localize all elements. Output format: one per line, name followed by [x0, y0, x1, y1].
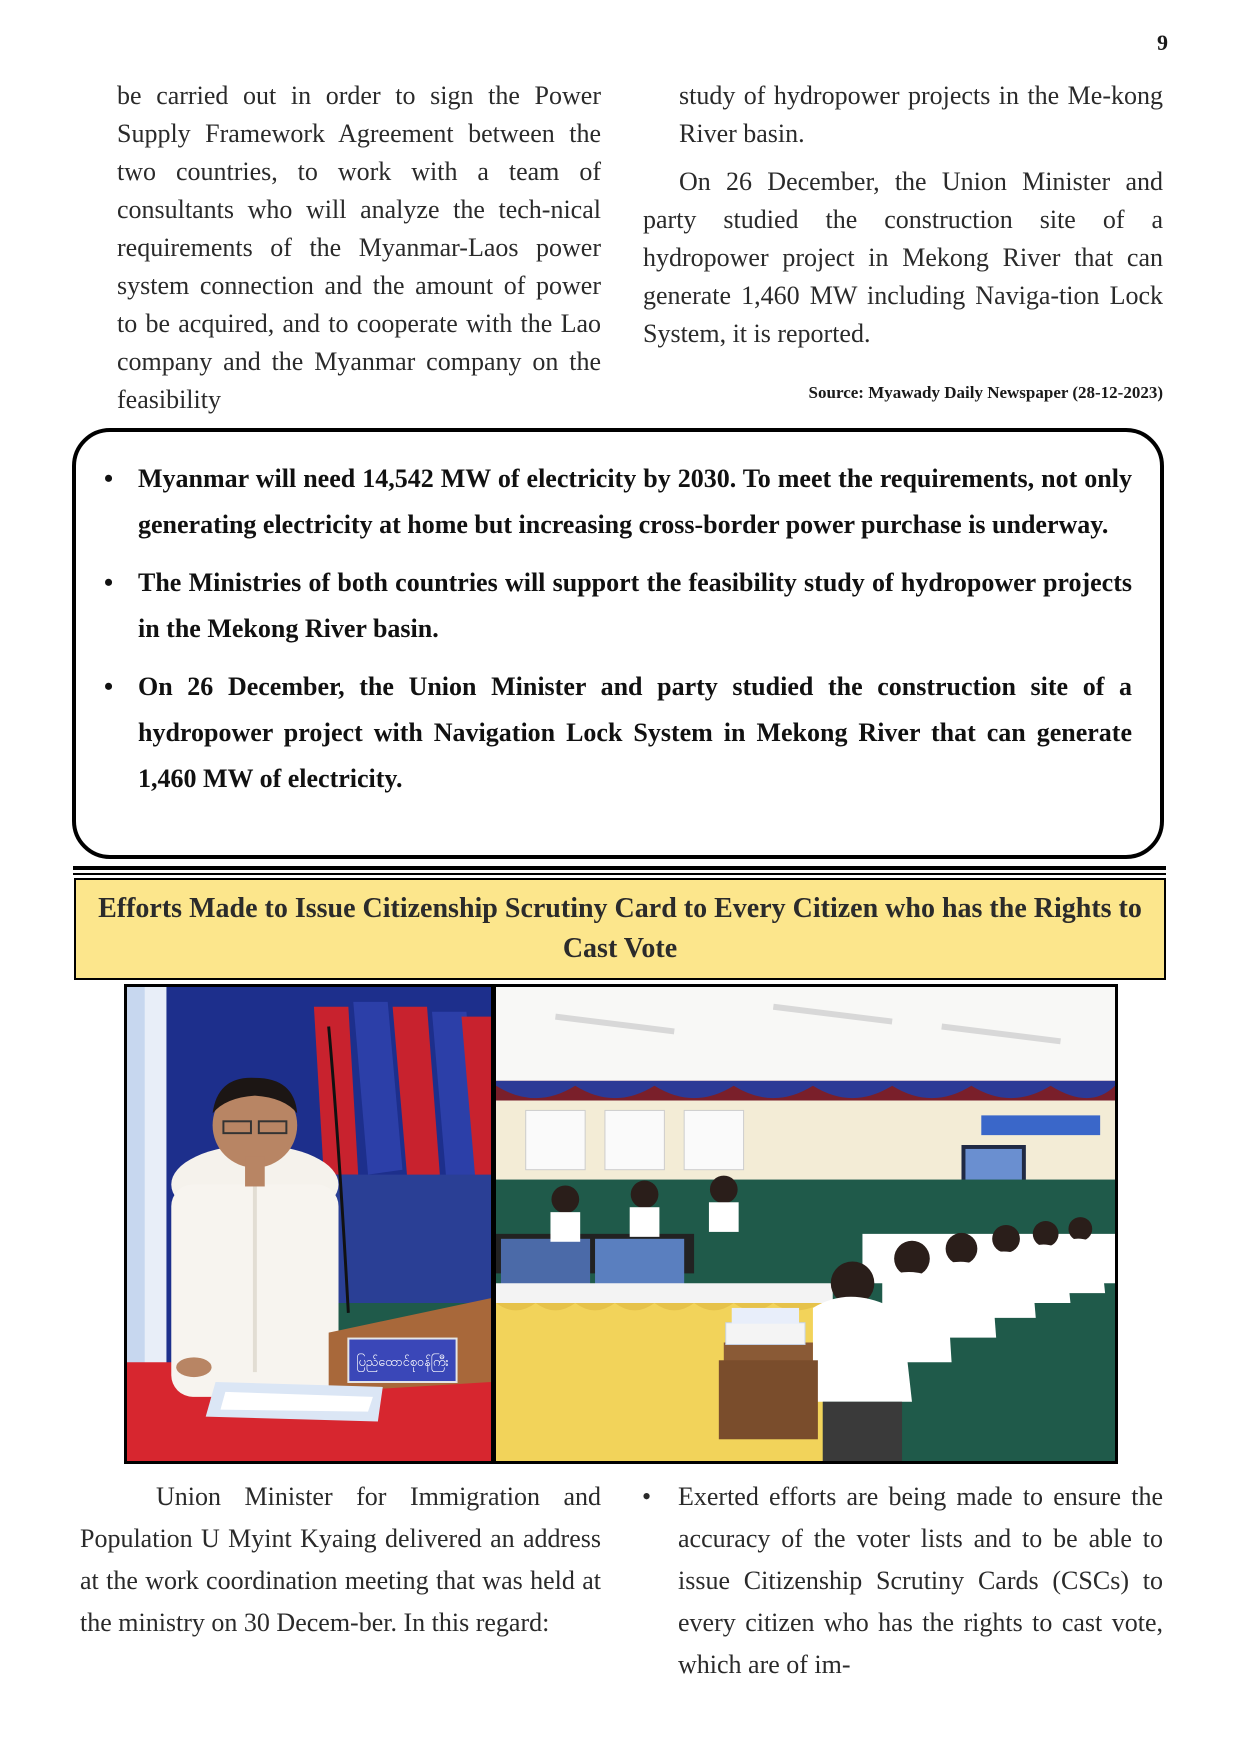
top-left-column: [117, 77, 601, 419]
bottom-left-column: [80, 1476, 601, 1644]
photo-minister-at-podium: [124, 984, 494, 1464]
summary-bullet-2: [104, 560, 1132, 652]
bottom-right-bullet: [640, 1476, 1163, 1686]
podium-illustration: [127, 987, 491, 1461]
summary-bullet-text: The Ministries of both countries will support the feasibility study of hydropower projects in the Mekong River basin.: [138, 568, 1132, 643]
summary-bullet-text: Myanmar will need 14,542 MW of electricity by 2030. To meet the requirements, not only generating electricity at home but increasing cross-border power purchase is underway.: [138, 464, 1132, 539]
top-right-column: [643, 77, 1163, 353]
section-divider-thick: [73, 866, 1166, 870]
source-citation: Source: Myawady Daily Newspaper (28-12-2023): [808, 383, 1163, 402]
summary-list: [76, 432, 1160, 802]
bullet-marker: •: [104, 464, 114, 493]
summary-box: [72, 428, 1164, 859]
bullet-marker: •: [104, 568, 114, 597]
bottom-right-column: [640, 1476, 1163, 1686]
summary-bullet-1: [104, 456, 1132, 548]
photo-coordination-meeting: [493, 984, 1118, 1464]
meeting-room-illustration: [496, 987, 1115, 1461]
bottom-right-list: [640, 1476, 1163, 1686]
bottom-left-paragraph: Union Minister for Immigration and Population U Myint Kyaing delivered an address at the work coordination meeting that was held at the ministry on 30 Decem-ber. In this regard:: [80, 1482, 601, 1637]
top-left-paragraph: be carried out in order to sign the Power Supply Framework Agreement between the two countries, to work with a team of consultants who will analyze the tech-nical requirements of the Myanmar-Laos power system connection and the amount of power to be acquired, and to cooperate with the Lao company and the Myanmar company on the feasibility: [117, 81, 601, 414]
bullet-marker: •: [104, 672, 114, 701]
section-divider-thin: [73, 873, 1166, 875]
summary-bullet-text: On 26 December, the Union Minister and party studied the construction site of a hydropower project with Navigation Lock System in Mekong River that can generate 1,460 MW of electricity.: [138, 672, 1132, 793]
top-right-paragraph: On 26 December, the Union Minister and party studied the construction site of a hydropower project in Mekong River that can generate 1,460 MW including Naviga-tion Lock System, it is reported.: [643, 167, 1163, 348]
bullet-marker: •: [642, 1482, 652, 1511]
podium-sign-text: ပြည်ထောင်စုဝန်ကြီး: [356, 1355, 449, 1371]
section-heading: Efforts Made to Issue Citizenship Scrutiny Card to Every Citizen who has the Rights to Cast Vote: [74, 878, 1166, 980]
bottom-right-bullet-text: Exerted efforts are being made to ensure the accuracy of the voter lists and to be able to issue Citizenship Scrutiny Cards (CSCs) to every citizen who has the rights to cast vote, which are of im-: [678, 1482, 1163, 1679]
summary-bullet-3: [104, 664, 1132, 802]
top-right-continuation: study of hydropower projects in the Me-kong River basin.: [679, 81, 1163, 148]
page-number: 9: [1157, 30, 1168, 55]
